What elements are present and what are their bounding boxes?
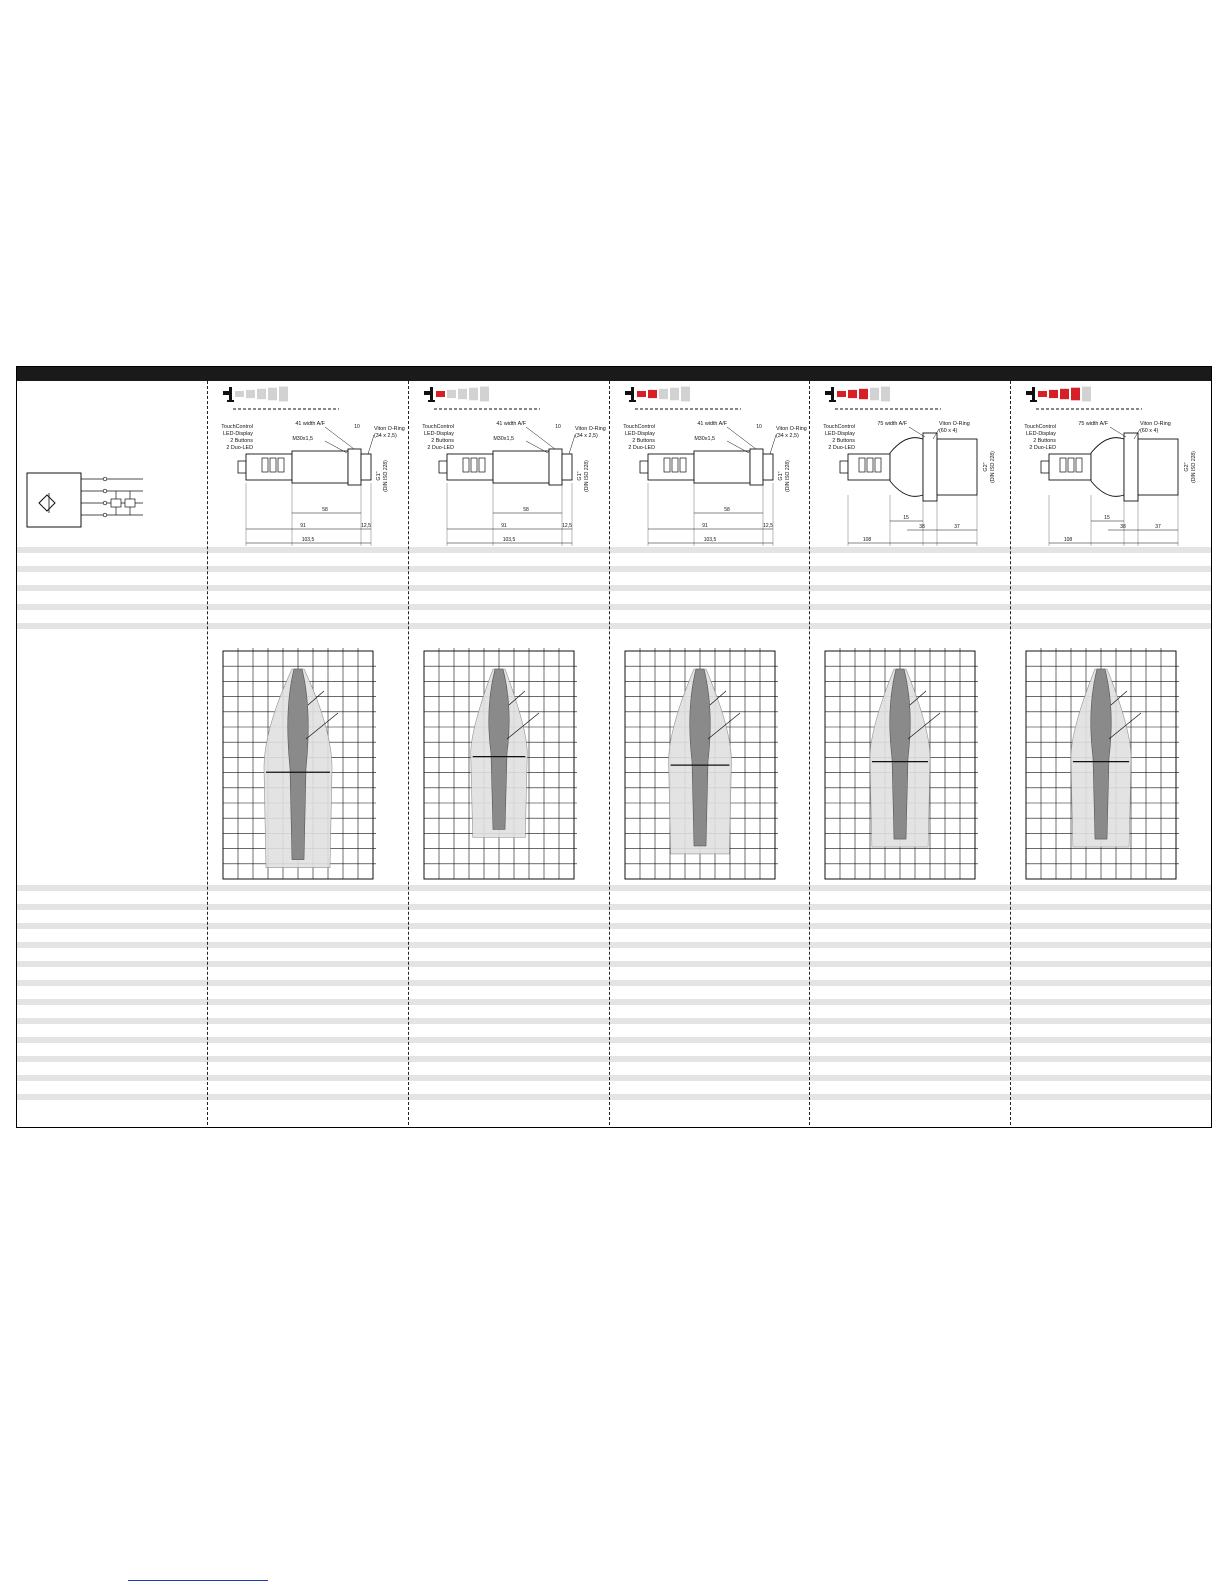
drawing-label: 2 Duo-LED: [628, 445, 655, 451]
beam-diagram: [625, 648, 778, 879]
drawing-label: 75 width A/F: [877, 421, 907, 427]
drawing-label: M30x1,5: [292, 436, 313, 442]
model-svg: [209, 381, 411, 1127]
m30-sensor-drawing: [640, 427, 776, 546]
drawing-label: 12,5: [361, 523, 371, 529]
drawing-label: LED-Display: [223, 431, 253, 437]
drawing-label: 41 width A/F: [295, 421, 325, 427]
drawing-label: TouchControl: [823, 424, 855, 430]
drawing-label: 12,5: [562, 523, 572, 529]
beam-diagram: [825, 648, 978, 879]
drawing-label: 37: [1155, 524, 1161, 530]
model-svg: [811, 381, 1013, 1127]
drawing-label: 2 Buttons: [431, 438, 454, 444]
column-divider: [408, 381, 409, 1125]
drawing-label: TouchControl: [422, 424, 454, 430]
model-column: [410, 381, 612, 1127]
model-column: [811, 381, 1013, 1127]
drawing-label: 91: [702, 523, 708, 529]
drawing-label: LED-Display: [1026, 431, 1056, 437]
range-indicator-icon: [223, 387, 288, 402]
drawing-label: Viton O-Ring: [575, 426, 606, 432]
drawing-label: 2 Buttons: [230, 438, 253, 444]
drawing-label: 103,5: [502, 537, 516, 543]
drawing-label: 108: [1063, 537, 1073, 543]
drawing-label: TouchControl: [1024, 424, 1056, 430]
drawing-label: 10: [756, 424, 762, 430]
drawing-label: Viton O-Ring: [374, 426, 405, 432]
beam-diagram: [223, 648, 376, 879]
drawing-label: TouchControl: [221, 424, 253, 430]
model-svg: [1012, 381, 1212, 1127]
drawing-label: 15: [1104, 515, 1110, 521]
drawing-label: 15: [903, 515, 909, 521]
drawing-label: Viton O-Ring: [1140, 421, 1171, 427]
drawing-label: 108: [862, 537, 872, 543]
drawing-label: G1": [778, 471, 784, 481]
drawing-label: M30x1,5: [694, 436, 715, 442]
drawing-label: (34 x 2,5): [776, 433, 799, 439]
column-divider: [609, 381, 610, 1125]
column-divider: [809, 381, 810, 1125]
drawing-label: 2 Buttons: [832, 438, 855, 444]
drawing-label: 38: [919, 524, 925, 530]
drawing-label: LED-Display: [825, 431, 855, 437]
drawing-label: 103,5: [301, 537, 315, 543]
drawing-label: (60 x 4): [1140, 428, 1159, 434]
range-indicator-icon: [825, 387, 890, 402]
column-divider: [207, 381, 208, 1125]
drawing-label: M30x1,5: [493, 436, 514, 442]
drawing-label: LED-Display: [625, 431, 655, 437]
drawing-label: 10: [555, 424, 561, 430]
drawing-label: 2 Buttons: [1033, 438, 1056, 444]
m30-sensor-drawing: [439, 427, 575, 546]
drawing-label: 2 Duo-LED: [828, 445, 855, 451]
drawing-label: (34 x 2,5): [374, 433, 397, 439]
drawing-label: 91: [300, 523, 306, 529]
drawing-label: G1": [577, 471, 583, 481]
drawing-label: (DIN ISO 228): [990, 451, 996, 483]
drawing-label: 2 Duo-LED: [226, 445, 253, 451]
drawing-label: (60 x 4): [939, 428, 958, 434]
drawing-label: TouchControl: [623, 424, 655, 430]
column-divider: [1010, 381, 1011, 1125]
m30-sensor-drawing: [238, 427, 374, 546]
drawing-label: 38: [1120, 524, 1126, 530]
drawing-label: (DIN ISO 228): [1191, 451, 1197, 483]
drawing-label: LED-Display: [424, 431, 454, 437]
drawing-label: 10: [354, 424, 360, 430]
model-svg: [611, 381, 813, 1127]
drawing-label: G2": [983, 462, 989, 472]
drawing-label: 2 Duo-LED: [427, 445, 454, 451]
drawing-label: 41 width A/F: [496, 421, 526, 427]
beam-diagram: [424, 648, 577, 879]
drawing-label: 37: [954, 524, 960, 530]
drawing-label: Viton O-Ring: [776, 426, 807, 432]
beam-diagram: [1026, 648, 1179, 879]
model-svg: [410, 381, 612, 1127]
range-indicator-icon: [424, 387, 489, 402]
model-column: [209, 381, 411, 1127]
drawing-label: G2": [1184, 462, 1190, 472]
drawing-label: (DIN ISO 228): [584, 460, 590, 492]
drawing-label: 2 Duo-LED: [1029, 445, 1056, 451]
drawing-label: (DIN ISO 228): [785, 460, 791, 492]
range-indicator-icon: [625, 387, 690, 402]
footer-link-underline[interactable]: [128, 1580, 268, 1581]
drawing-label: 58: [724, 507, 730, 513]
datasheet-table: [16, 366, 1212, 1128]
drawing-label: Viton O-Ring: [939, 421, 970, 427]
drawing-label: 41 width A/F: [697, 421, 727, 427]
model-column: [611, 381, 813, 1127]
drawing-label: 103,5: [703, 537, 717, 543]
drawing-label: 2 Buttons: [632, 438, 655, 444]
drawing-label: 75 width A/F: [1078, 421, 1108, 427]
circuit-symbol-icon: [25, 471, 145, 531]
drawing-label: (34 x 2,5): [575, 433, 598, 439]
drawing-label: 12,5: [763, 523, 773, 529]
sensor-symbol: [25, 471, 145, 531]
drawing-label: 91: [501, 523, 507, 529]
drawing-label: (DIN ISO 228): [383, 460, 389, 492]
drawing-label: G1": [376, 471, 382, 481]
drawing-label: 58: [523, 507, 529, 513]
model-column: [1012, 381, 1212, 1127]
table-header-bar: [17, 367, 1211, 381]
range-indicator-icon: [1026, 387, 1091, 402]
drawing-label: 58: [322, 507, 328, 513]
